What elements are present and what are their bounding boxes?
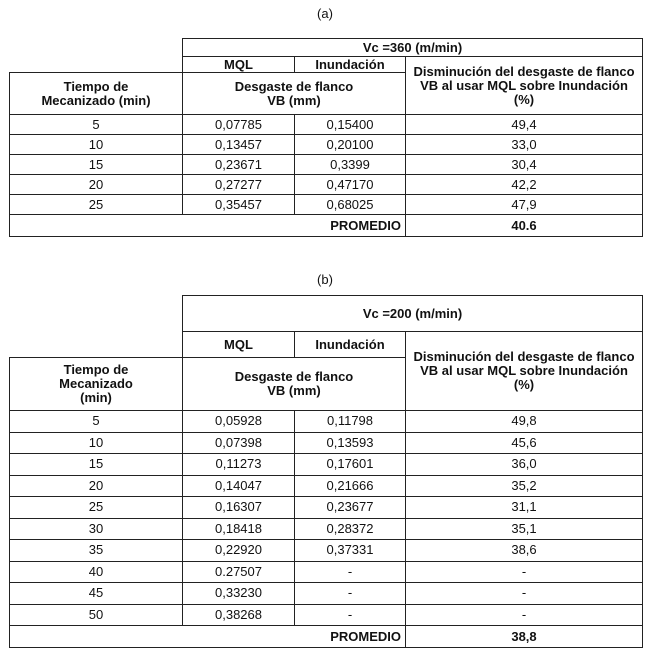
time-cell: 10	[10, 432, 183, 454]
speed-header: Vc =200 (m/min)	[183, 296, 643, 332]
time-cell: 15	[10, 155, 183, 175]
flood-wear-cell: 0,15400	[295, 115, 406, 135]
mql-wear-cell: 0,33230	[183, 583, 295, 605]
table-row	[10, 175, 643, 195]
mql-wear-cell: 0,38268	[183, 604, 295, 626]
table-row	[10, 195, 643, 215]
table-row	[10, 135, 643, 155]
decrease-cell: -	[406, 583, 643, 605]
average-label: PROMEDIO	[10, 215, 406, 237]
flood-wear-cell: 0,23677	[295, 497, 406, 519]
flood-wear-cell: 0,13593	[295, 432, 406, 454]
mql-wear-cell: 0,07785	[183, 115, 295, 135]
decrease-header: Disminución del desgaste de flanco VB al usar MQL sobre Inundación (%)	[406, 57, 643, 115]
average-value: 40.6	[406, 215, 643, 237]
table-b	[9, 295, 643, 648]
decrease-cell: 35,2	[406, 475, 643, 497]
time-cell: 35	[10, 540, 183, 562]
flood-wear-cell: 0,28372	[295, 518, 406, 540]
mql-wear-cell: 0,07398	[183, 432, 295, 454]
mql-wear-cell: 0,18418	[183, 518, 295, 540]
flood-wear-cell: 0,37331	[295, 540, 406, 562]
time-header: Tiempo de Mecanizado (min)	[10, 358, 183, 411]
average-label: PROMEDIO	[10, 626, 406, 648]
flood-wear-cell: -	[295, 583, 406, 605]
table-row	[10, 115, 643, 135]
decrease-cell: 38,6	[406, 540, 643, 562]
time-cell: 20	[10, 175, 183, 195]
time-cell: 10	[10, 135, 183, 155]
mql-header: MQL	[183, 57, 295, 73]
mql-header: MQL	[183, 332, 295, 358]
table-row	[10, 540, 643, 562]
time-cell: 45	[10, 583, 183, 605]
table-row	[10, 475, 643, 497]
mql-wear-cell: 0,14047	[183, 475, 295, 497]
table-row	[10, 432, 643, 454]
decrease-cell: 31,1	[406, 497, 643, 519]
flood-wear-cell: 0,17601	[295, 454, 406, 476]
blank-cell	[10, 39, 183, 73]
decrease-cell: 49,8	[406, 411, 643, 433]
decrease-cell: -	[406, 604, 643, 626]
time-cell: 25	[10, 195, 183, 215]
average-row	[10, 215, 643, 237]
table-row	[10, 518, 643, 540]
mql-wear-cell: 0,11273	[183, 454, 295, 476]
mql-wear-cell: 0,13457	[183, 135, 295, 155]
flood-wear-cell: 0,21666	[295, 475, 406, 497]
decrease-cell: 35,1	[406, 518, 643, 540]
table-b-caption: (b)	[317, 272, 333, 287]
speed-header: Vc =360 (m/min)	[183, 39, 643, 57]
time-cell: 40	[10, 561, 183, 583]
decrease-cell: -	[406, 561, 643, 583]
decrease-cell: 33,0	[406, 135, 643, 155]
time-cell: 30	[10, 518, 183, 540]
blank-cell	[10, 296, 183, 358]
table-row	[10, 497, 643, 519]
decrease-cell: 30,4	[406, 155, 643, 175]
decrease-cell: 45,6	[406, 432, 643, 454]
wear-header: Desgaste de flanco VB (mm)	[183, 358, 406, 411]
decrease-header: Disminución del desgaste de flanco VB al usar MQL sobre Inundación (%)	[406, 332, 643, 411]
average-value: 38,8	[406, 626, 643, 648]
mql-wear-cell: 0,23671	[183, 155, 295, 175]
flood-wear-cell: 0,20100	[295, 135, 406, 155]
table-row	[10, 604, 643, 626]
flood-wear-cell: 0,68025	[295, 195, 406, 215]
table-a-caption: (a)	[317, 6, 333, 21]
mql-wear-cell: 0,16307	[183, 497, 295, 519]
table-a	[9, 38, 643, 237]
mql-wear-cell: 0,05928	[183, 411, 295, 433]
time-cell: 5	[10, 411, 183, 433]
mql-wear-cell: 0,22920	[183, 540, 295, 562]
time-cell: 25	[10, 497, 183, 519]
decrease-cell: 36,0	[406, 454, 643, 476]
mql-wear-cell: 0.27507	[183, 561, 295, 583]
time-cell: 50	[10, 604, 183, 626]
time-cell: 5	[10, 115, 183, 135]
decrease-cell: 42,2	[406, 175, 643, 195]
table-row	[10, 561, 643, 583]
time-cell: 15	[10, 454, 183, 476]
table-row	[10, 583, 643, 605]
mql-wear-cell: 0,35457	[183, 195, 295, 215]
flood-wear-cell: 0,47170	[295, 175, 406, 195]
table-row	[10, 155, 643, 175]
wear-header: Desgaste de flanco VB (mm)	[183, 73, 406, 115]
table-row	[10, 454, 643, 476]
time-cell: 20	[10, 475, 183, 497]
flood-header: Inundación	[295, 57, 406, 73]
flood-wear-cell: -	[295, 561, 406, 583]
average-row	[10, 626, 643, 648]
decrease-cell: 49,4	[406, 115, 643, 135]
time-header: Tiempo de Mecanizado (min)	[10, 73, 183, 115]
flood-wear-cell: -	[295, 604, 406, 626]
mql-wear-cell: 0,27277	[183, 175, 295, 195]
flood-wear-cell: 0,11798	[295, 411, 406, 433]
table-row	[10, 411, 643, 433]
flood-wear-cell: 0,3399	[295, 155, 406, 175]
decrease-cell: 47,9	[406, 195, 643, 215]
flood-header: Inundación	[295, 332, 406, 358]
